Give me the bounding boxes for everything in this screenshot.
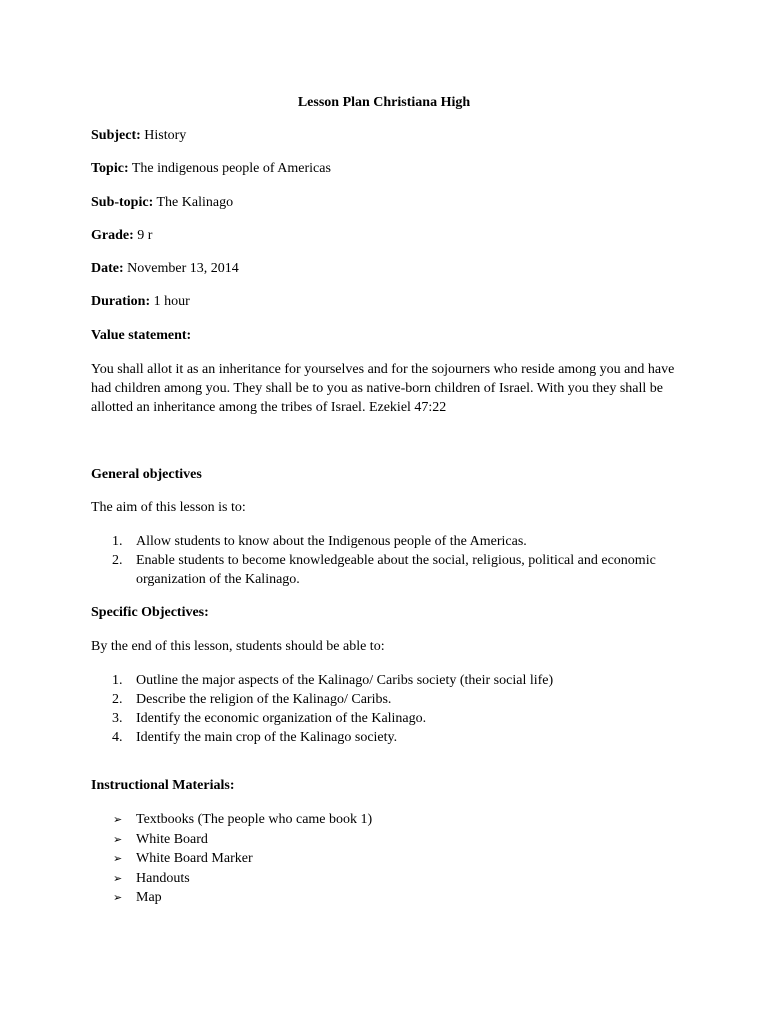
field-value: The indigenous people of Americas [131, 161, 331, 176]
field-label: Topic: [91, 161, 129, 176]
list-item [91, 869, 372, 889]
field-label: Duration: [91, 294, 151, 309]
arrow-bullet-icon: ➢ [113, 891, 123, 904]
specific-objectives-heading: Specific Objectives: [91, 605, 209, 620]
general-objectives-heading: General objectives [91, 467, 202, 482]
field-label: Grade: [91, 228, 134, 243]
field-grade [91, 227, 152, 245]
list-item-text: Outline the major aspects of the Kalinago/ Caribs society (their social life) [136, 673, 554, 688]
field-value: The Kalinago [156, 195, 234, 210]
value-statement-text: You shall allot it as an inheritance for yourselves and for the sojourners who reside among you and have had children among you. They shall be to you as native-born children of Israel. With you they shall be allotted an inheritance among the tribes of Israel. Ezekiel 47:22 [91, 362, 675, 415]
field-value: 9 r [137, 228, 153, 243]
list-item [91, 690, 681, 709]
list-item [91, 551, 681, 589]
list-item-text: Textbooks (The people who came book 1) [136, 812, 373, 827]
instructional-materials-list [91, 810, 372, 908]
list-item-text: Identify the economic organization of the Kalinago. [136, 711, 427, 726]
list-item-text: Allow students to know about the Indigenous people of the Americas. [136, 534, 527, 549]
field-label: Date: [91, 261, 124, 276]
list-number: 2. [112, 692, 123, 707]
field-duration [91, 293, 190, 311]
field-sub-topic [91, 194, 233, 212]
list-number: 1. [112, 534, 123, 549]
list-item [91, 532, 681, 551]
arrow-bullet-icon: ➢ [113, 871, 123, 885]
field-label: Subject: [91, 128, 141, 143]
list-item-text: Identify the main crop of the Kalinago society. [136, 730, 398, 745]
list-item [91, 728, 681, 747]
specific-objectives-list [91, 671, 681, 747]
list-item-text: White Board Marker [136, 851, 253, 866]
list-item [91, 671, 681, 690]
list-number: 4. [112, 730, 123, 745]
list-item [91, 810, 372, 830]
list-item [91, 849, 372, 869]
field-value: November 13, 2014 [127, 261, 239, 276]
general-objectives-list [91, 532, 681, 589]
list-item-text: Map [136, 890, 162, 905]
field-value: History [144, 128, 187, 143]
list-item-text: Enable students to become knowledgeable about the social, religious, political and economic organization of the Kalinago. [136, 553, 656, 587]
arrow-bullet-icon: ➢ [113, 832, 123, 846]
value-statement-heading: Value statement: [91, 328, 192, 343]
field-date [91, 260, 239, 278]
list-item [91, 709, 681, 728]
list-item-text: Handouts [136, 870, 190, 886]
list-item [91, 830, 372, 850]
list-item-text: White Board [136, 831, 208, 847]
field-subject [91, 127, 186, 145]
general-objectives-intro: The aim of this lesson is to: [91, 500, 246, 515]
document-title: Lesson Plan Christiana High [297, 95, 471, 110]
instructional-materials-heading: Instructional Materials: [91, 778, 235, 793]
field-label: Sub-topic: [91, 195, 154, 210]
arrow-bullet-icon: ➢ [113, 852, 123, 865]
field-value: 1 hour [153, 294, 190, 309]
list-number: 2. [112, 553, 123, 568]
list-number: 3. [112, 711, 123, 726]
list-item [91, 888, 372, 908]
arrow-bullet-icon: ➢ [113, 813, 123, 826]
field-topic [91, 160, 331, 178]
list-item-text: Describe the religion of the Kalinago/ Caribs. [136, 692, 392, 707]
list-number: 1. [112, 673, 123, 688]
specific-objectives-intro: By the end of this lesson, students should be able to: [91, 639, 385, 654]
